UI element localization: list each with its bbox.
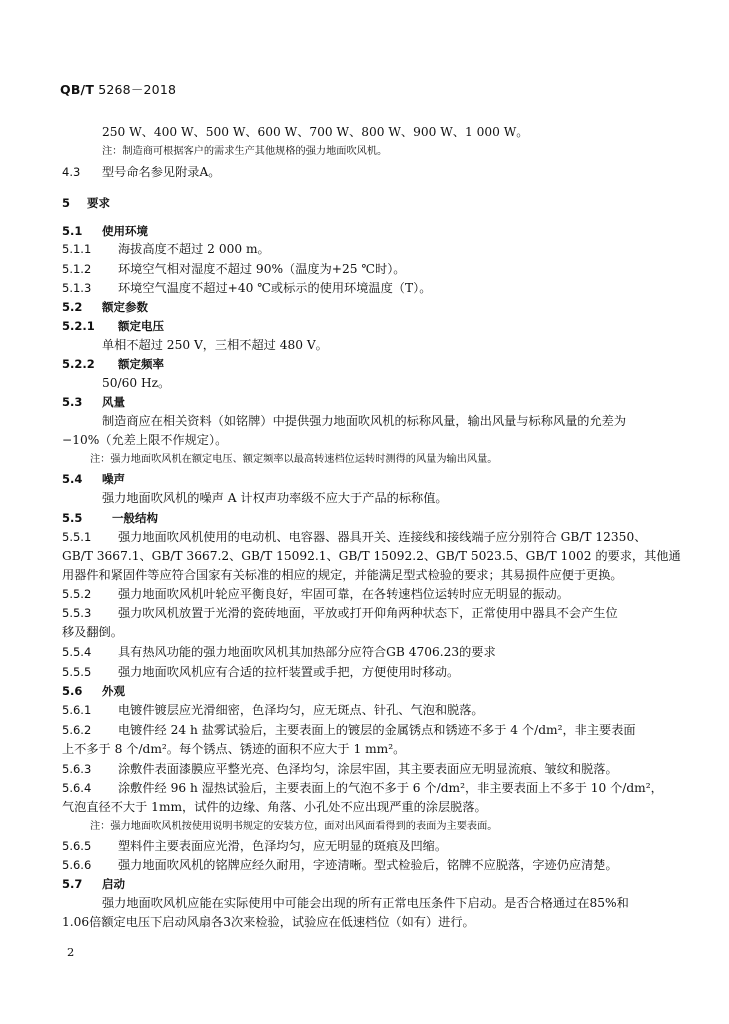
clause-number: 5.3 <box>62 395 83 409</box>
body-line: 强力地面吹风机应能在实际使用中可能会出现的所有正常电压条件下启动。是否合格通过在85%和 <box>102 896 629 910</box>
clause-5-2-heading <box>62 298 148 316</box>
clause-number: 5.5.2 <box>62 587 92 601</box>
clause-text: 涂敷件经 96 h 湿热试验后，主要表面上的气泡不多于 6 个/dm²，非主要表面上不多于 10 个/dm²， <box>118 781 663 795</box>
clause-number: 5.7 <box>62 877 83 891</box>
clause-text: 具有热风功能的强力地面吹风机其加热部分应符合GB 4706.23的要求 <box>118 645 496 659</box>
clause-5-6-6 <box>62 856 618 874</box>
clause-5-4-heading <box>62 470 125 488</box>
body-line: GB/T 3667.1、GB/T 3667.2、GB/T 15092.1、GB/T 15092.2、GB/T 5023.5、GB/T 1002 的要求，其他通 <box>62 549 681 563</box>
section-5-heading <box>62 194 110 212</box>
clause-number: 5.6 <box>62 684 83 698</box>
body-line: 50/60 Hz。 <box>102 376 171 390</box>
clause-title: 一般结构 <box>112 511 158 525</box>
clause-text: 涂敷件表面漆膜应平整光亮、色泽均匀，涂层牢固，其主要表面应无明显流痕、皱纹和脱落。 <box>118 762 618 776</box>
clause-5-7-heading <box>62 875 125 893</box>
clause-4-3 <box>62 163 221 181</box>
clause-text: 电镀件经 24 h 盐雾试验后，主要表面上的镀层的金属锈点和锈迹不多于 4 个/dm²，非主要表面 <box>118 723 636 737</box>
clause-5-6-2 <box>62 721 636 739</box>
clause-5-3-heading <box>62 393 125 411</box>
clause-5-6-5 <box>62 837 447 855</box>
standard-code-prefix: QB/T <box>60 82 95 97</box>
note-line: 注：强力地面吹风机按使用说明书规定的安装方位，面对出风面看得到的表面为主要表面。 <box>90 821 498 832</box>
body-line: 单相不超过 250 V，三相不超过 480 V。 <box>102 338 328 352</box>
standard-code-number: 5268－2018 <box>94 82 177 97</box>
clause-text: 塑料件主要表面应光滑，色泽均匀，应无明显的斑痕及凹缩。 <box>118 839 448 853</box>
body-line: 用器件和紧固件等应符合国家有关标准的相应的规定，并能满足型式检验的要求；其易损件应便于更换。 <box>62 568 623 582</box>
clause-text: 强力地面吹风机使用的电动机、电容器、器具开关、连接线和接线端子应分别符合 GB/T 12350、 <box>118 530 647 544</box>
note-line: 注：制造商可根据客户的需求生产其他规格的强力地面吹风机。 <box>102 146 388 157</box>
clause-text: 强力地面吹风机叶轮应平衡良好，牢固可靠，在各转速档位运转时应无明显的振动。 <box>118 587 569 601</box>
clause-5-6-heading <box>62 682 125 700</box>
clause-number: 5.2 <box>62 300 83 314</box>
clause-number: 5.1 <box>62 224 83 238</box>
clause-number: 5.6.6 <box>62 858 92 872</box>
body-line: 强力地面吹风机的噪声 A 计权声功率级不应大于产品的标称值。 <box>102 491 448 505</box>
clause-title: 使用环境 <box>102 224 148 238</box>
clause-text: 环境空气相对湿度不超过 90%（温度为+25 ℃时）。 <box>118 262 406 276</box>
note-line: 注：强力地面吹风机在额定电压、额定频率以最高转速档位运转时测得的风量为输出风量。 <box>90 454 498 465</box>
clause-5-5-5 <box>62 663 459 681</box>
clause-text: 环境空气温度不超过+40 ℃或标示的使用环境温度（T）。 <box>118 281 432 295</box>
page-number: 2 <box>67 945 75 959</box>
clause-number: 5.6.3 <box>62 762 92 776</box>
section-title: 要求 <box>87 196 110 210</box>
clause-5-5-4 <box>62 643 496 661</box>
clause-title: 风量 <box>102 395 125 409</box>
list-line: 250 W、400 W、500 W、600 W、700 W、800 W、900 W、1 000 W。 <box>102 125 529 139</box>
clause-text: 电镀件镀层应光滑细密，色泽均匀，应无斑点、针孔、气泡和脱落。 <box>118 703 484 717</box>
body-line: 1.06倍额定电压下启动风扇各3次来检验，试验应在低速档位（如有）进行。 <box>62 915 475 929</box>
clause-5-1-3 <box>62 279 431 297</box>
clause-text: 强力吹风机放置于光滑的瓷砖地面，平放或打开仰角两种状态下，正常使用中器具不会产生位 <box>118 606 618 620</box>
clause-5-2-2-heading <box>62 355 164 373</box>
clause-number: 5.5.4 <box>62 645 92 659</box>
clause-5-5-heading <box>62 509 158 527</box>
clause-number: 5.6.5 <box>62 839 92 853</box>
clause-number: 5.6.4 <box>62 781 92 795</box>
clause-number: 5.5.5 <box>62 665 92 679</box>
clause-number: 5.4 <box>62 472 83 486</box>
clause-5-6-1 <box>62 701 484 719</box>
clause-title: 启动 <box>102 877 125 891</box>
section-number: 5 <box>62 196 71 210</box>
body-line: 移及翻倒。 <box>62 625 123 639</box>
body-line: 气泡直径不大于 1mm，试件的边缘、角落、小孔处不应出现严重的涂层脱落。 <box>62 800 487 814</box>
clause-number: 5.2.2 <box>62 357 95 371</box>
clause-number: 5.5.3 <box>62 606 92 620</box>
clause-number: 5.6.2 <box>62 723 92 737</box>
clause-title: 额定电压 <box>118 319 164 333</box>
clause-number: 5.1.3 <box>62 281 92 295</box>
clause-title: 额定参数 <box>102 300 148 314</box>
clause-5-5-1 <box>62 528 646 546</box>
clause-text: 型号命名参见附录A。 <box>102 165 221 179</box>
body-line: 制造商应在相关资料（如铭牌）中提供强力地面吹风机的标称风量，输出风量与标称风量的允差为 <box>102 414 627 428</box>
clause-5-6-4 <box>62 779 663 797</box>
clause-5-6-3 <box>62 760 618 778</box>
clause-number: 5.5.1 <box>62 530 92 544</box>
clause-text: 强力地面吹风机应有合适的拉杆装置或手把，方便使用时移动。 <box>118 665 460 679</box>
clause-number: 5.1.1 <box>62 242 92 256</box>
clause-5-5-3 <box>62 604 618 622</box>
clause-title: 额定频率 <box>118 357 164 371</box>
body-line: −10%（允差上限不作规定）。 <box>62 433 228 447</box>
clause-5-1-2 <box>62 260 405 278</box>
clause-number: 4.3 <box>62 165 81 179</box>
clause-number: 5.6.1 <box>62 703 92 717</box>
clause-title: 外观 <box>102 684 125 698</box>
clause-number: 5.1.2 <box>62 262 92 276</box>
clause-text: 强力地面吹风机的铭牌应经久耐用，字迹清晰。型式检验后，铭牌不应脱落，字迹仍应清楚。 <box>118 858 618 872</box>
clause-5-5-2 <box>62 585 569 603</box>
clause-title: 噪声 <box>102 472 125 486</box>
standard-code-header <box>60 80 176 98</box>
clause-5-1-1 <box>62 240 270 258</box>
clause-number: 5.2.1 <box>62 319 95 333</box>
clause-text: 海拔高度不超过 2 000 m。 <box>118 242 270 256</box>
clause-5-1-heading <box>62 222 148 240</box>
body-line: 上不多于 8 个/dm²。每个锈点、锈迹的面积不应大于 1 mm²。 <box>62 742 406 756</box>
clause-number: 5.5 <box>62 511 83 525</box>
clause-5-2-1-heading <box>62 317 164 335</box>
